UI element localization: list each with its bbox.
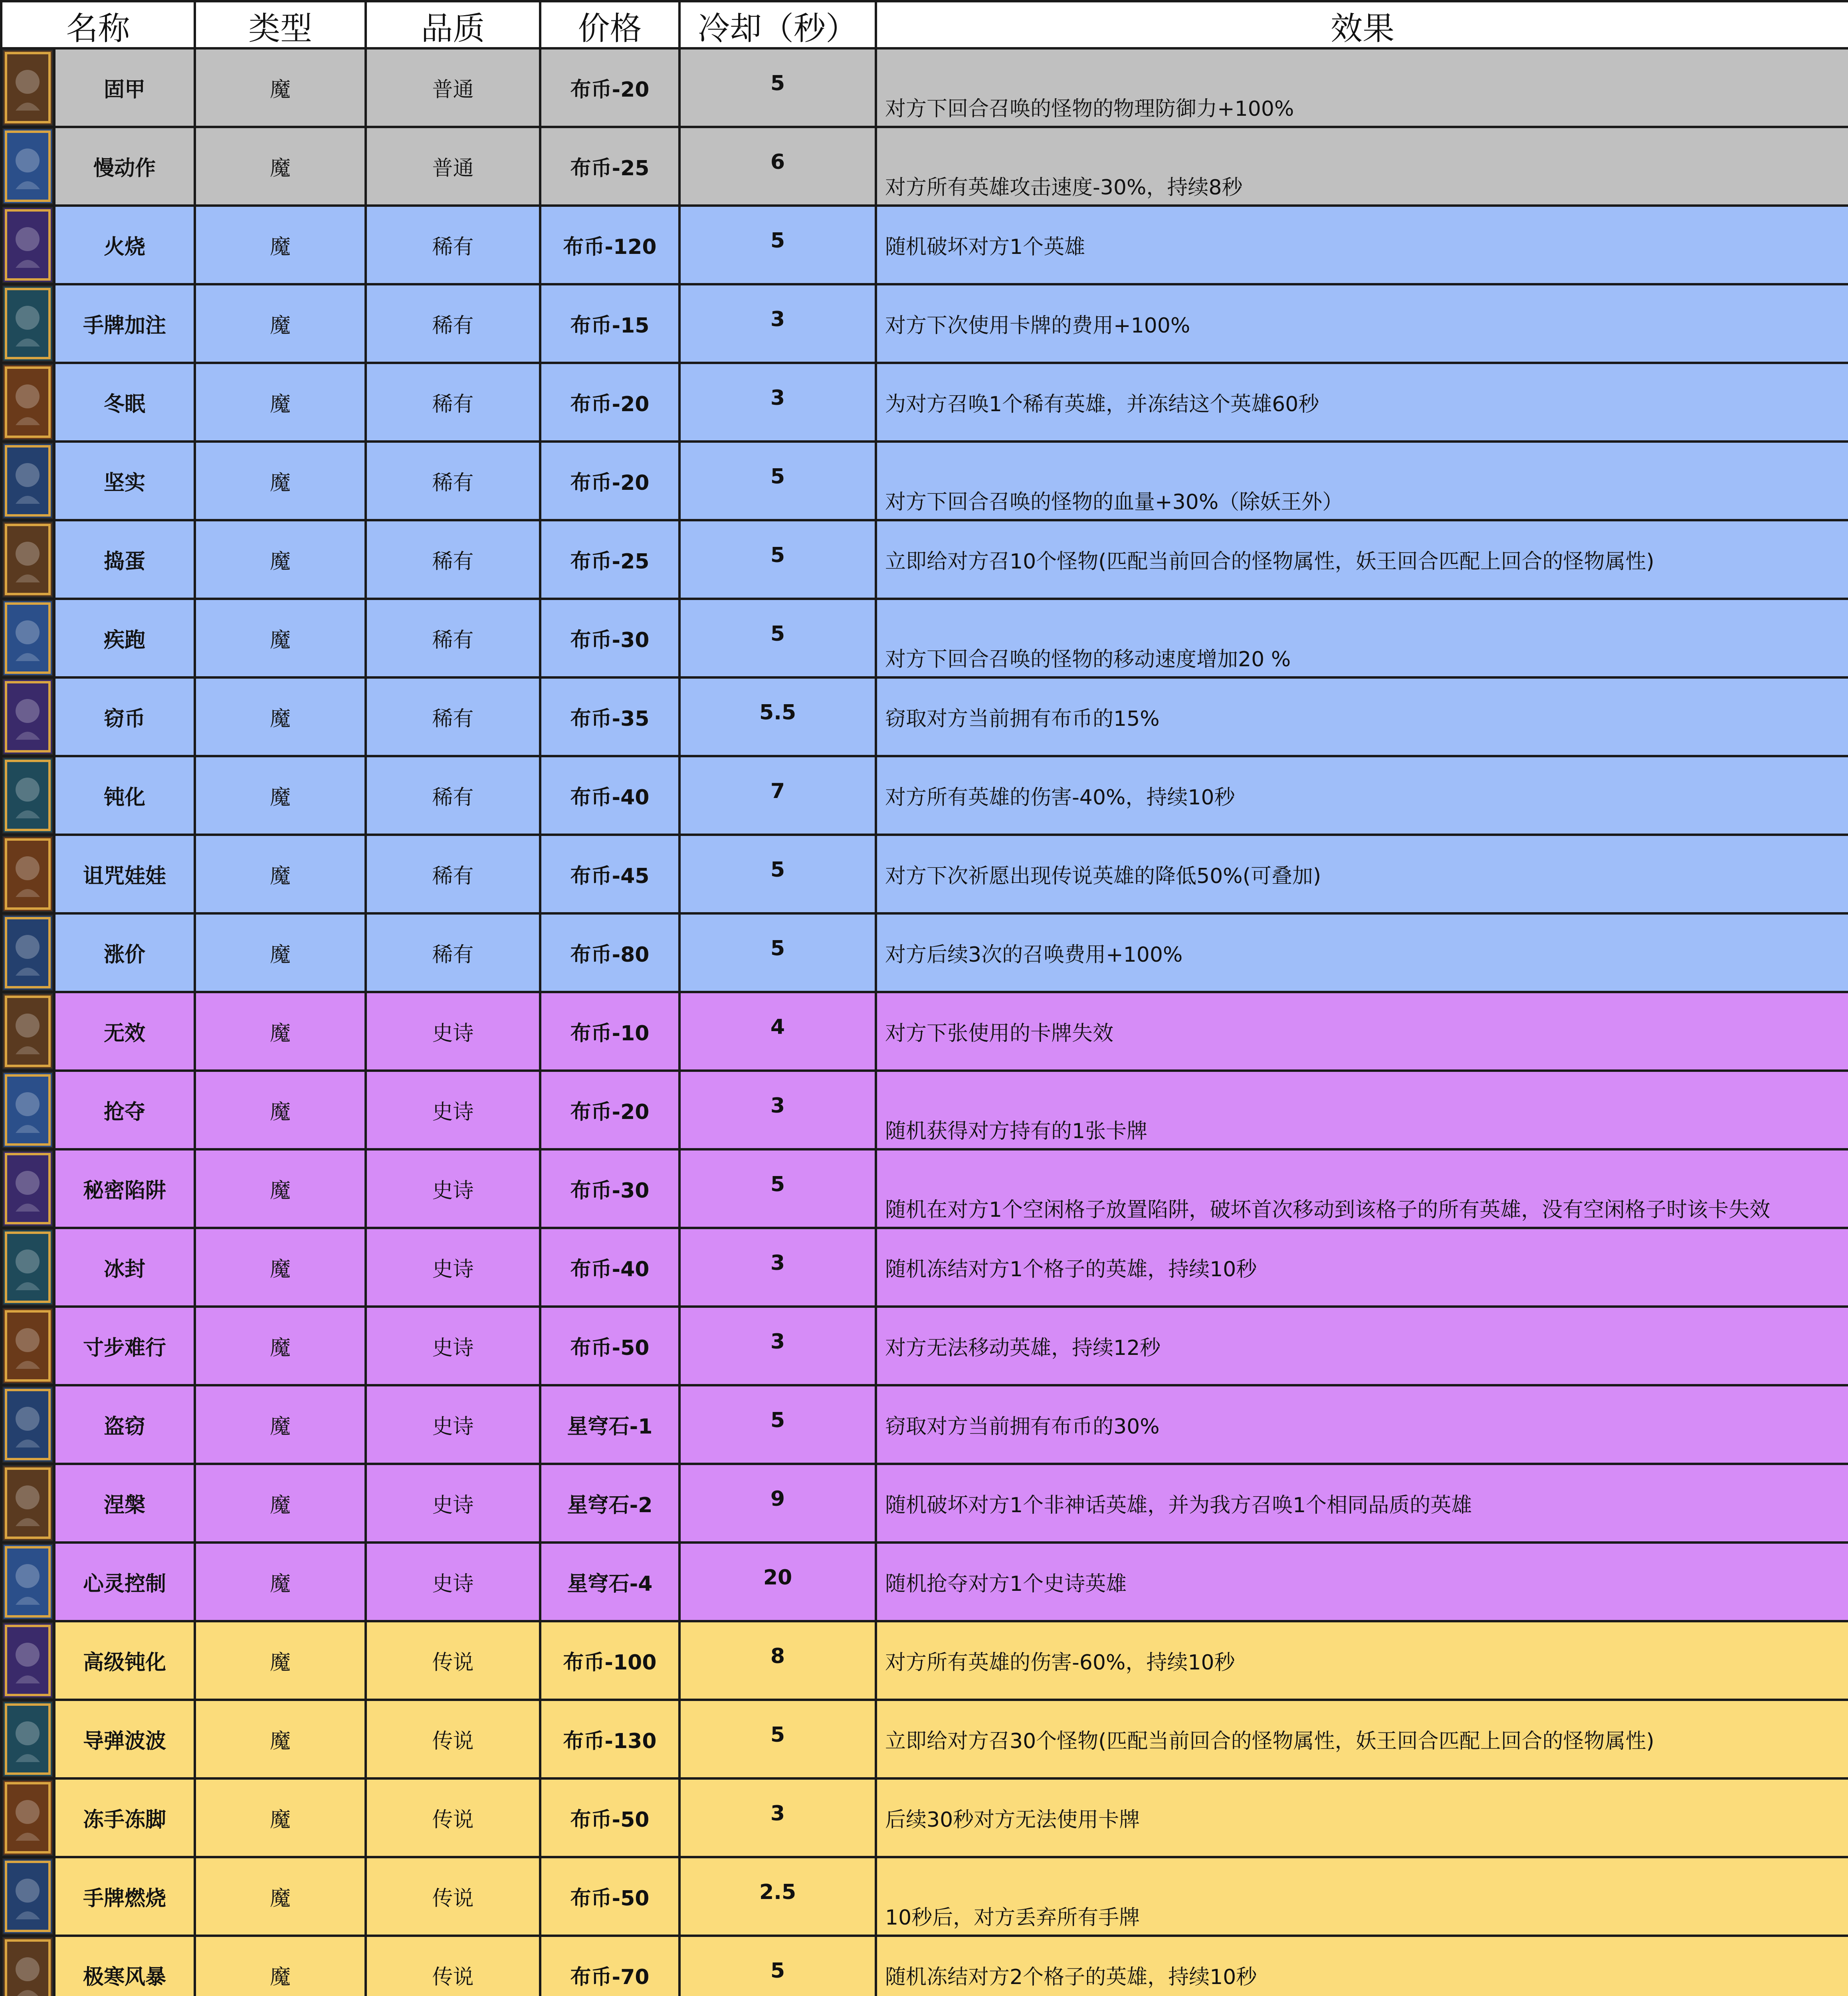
table-row (1, 1385, 1848, 1464)
card-effect: 10秒后，对方丢弃所有手牌 (876, 1857, 1848, 1936)
card-effect: 随机破坏对方1个非神话英雄，并为我方召唤1个相同品质的英雄 (876, 1464, 1848, 1543)
card-icon-cell (1, 992, 54, 1071)
phoenix-icon (4, 1466, 52, 1540)
card-price: 星穹石-2 (540, 1464, 679, 1543)
card-icon-cell (1, 1936, 54, 1996)
card-icon-cell (1, 127, 54, 206)
armor-icon (4, 444, 52, 518)
price-up-icon (4, 916, 52, 990)
card-name: 捣蛋 (54, 520, 195, 599)
card-type: 魔 (195, 756, 366, 835)
card-quality: 史诗 (366, 1385, 540, 1464)
card-name: 手牌加注 (54, 284, 195, 363)
grab-icon (4, 1073, 52, 1147)
card-icon-cell (1, 1700, 54, 1778)
header-quality: 品质 (366, 1, 540, 48)
card-effect: 对方所有英雄攻击速度-30%，持续8秒 (876, 127, 1848, 206)
card-cooldown: 4 (679, 992, 876, 1071)
card-effect: 随机获得对方持有的1张卡牌 (876, 1071, 1848, 1149)
card-cooldown: 3 (679, 284, 876, 363)
card-quality: 稀有 (366, 363, 540, 442)
card-type: 魔 (195, 206, 366, 284)
thief-icon (4, 680, 52, 754)
card-type: 魔 (195, 1621, 366, 1700)
card-cooldown: 2.5 (679, 1857, 876, 1936)
card-price: 布币-40 (540, 756, 679, 835)
card-icon-cell (1, 835, 54, 913)
table-row (1, 1543, 1848, 1621)
card-icon-cell (1, 1071, 54, 1149)
card-name: 无效 (54, 992, 195, 1071)
steal-icon (4, 1388, 52, 1461)
mind-icon (4, 1545, 52, 1619)
card-cooldown: 5 (679, 48, 876, 127)
card-effect: 立即给对方召10个怪物(匹配当前回合的怪物属性，妖王回合匹配上回合的怪物属性) (876, 520, 1848, 599)
card-name: 火烧 (54, 206, 195, 284)
card-price: 布币-20 (540, 1071, 679, 1149)
table-row (1, 520, 1848, 599)
card-cooldown: 5 (679, 1936, 876, 1996)
card-name: 涅槃 (54, 1464, 195, 1543)
card-icon-cell (1, 48, 54, 127)
card-effect: 对方无法移动英雄，持续12秒 (876, 1307, 1848, 1385)
card-cooldown: 3 (679, 1778, 876, 1857)
card-icon-cell (1, 913, 54, 992)
card-price: 布币-35 (540, 677, 679, 756)
card-name: 窃币 (54, 677, 195, 756)
card-type: 魔 (195, 992, 366, 1071)
table-row (1, 206, 1848, 284)
card-name: 坚实 (54, 442, 195, 520)
frozen-icon (4, 1230, 52, 1304)
card-icon-cell (1, 1543, 54, 1621)
table-row (1, 1700, 1848, 1778)
card-cooldown: 5.5 (679, 677, 876, 756)
header-cooldown: 冷却（秒） (679, 1, 876, 48)
card-cooldown: 5 (679, 520, 876, 599)
card-cooldown: 9 (679, 1464, 876, 1543)
card-quality: 传说 (366, 1857, 540, 1936)
card-cooldown: 6 (679, 127, 876, 206)
card-name: 盗窃 (54, 1385, 195, 1464)
card-icon-cell (1, 1149, 54, 1228)
card-cooldown: 5 (679, 835, 876, 913)
card-icon-cell (1, 1778, 54, 1857)
card-quality: 稀有 (366, 520, 540, 599)
card-price: 布币-50 (540, 1307, 679, 1385)
card-effect: 随机抢夺对方1个史诗英雄 (876, 1543, 1848, 1621)
card-type: 魔 (195, 363, 366, 442)
card-name: 疾跑 (54, 599, 195, 677)
card-type: 魔 (195, 127, 366, 206)
card-price: 布币-25 (540, 127, 679, 206)
card-cooldown: 5 (679, 913, 876, 992)
card-name: 导弹波波 (54, 1700, 195, 1778)
card-type: 魔 (195, 1700, 366, 1778)
header-effect: 效果 (876, 1, 1848, 48)
blunt-advanced-icon (4, 1624, 52, 1697)
card-type: 魔 (195, 1385, 366, 1464)
table-row (1, 442, 1848, 520)
card-effect: 对方所有英雄的伤害-40%，持续10秒 (876, 756, 1848, 835)
card-type: 魔 (195, 1936, 366, 1996)
sword-icon (4, 129, 52, 203)
card-icon-cell (1, 1857, 54, 1936)
table-row (1, 1936, 1848, 1996)
card-quality: 传说 (366, 1700, 540, 1778)
card-icon-cell (1, 206, 54, 284)
card-name: 钝化 (54, 756, 195, 835)
table-row (1, 1464, 1848, 1543)
card-type: 魔 (195, 442, 366, 520)
header-price: 价格 (540, 1, 679, 48)
card-price: 布币-20 (540, 442, 679, 520)
card-price: 布币-70 (540, 1936, 679, 1996)
card-type: 魔 (195, 1071, 366, 1149)
card-name: 固甲 (54, 48, 195, 127)
card-name: 秘密陷阱 (54, 1149, 195, 1228)
card-name: 冰封 (54, 1228, 195, 1307)
card-quality: 稀有 (366, 284, 540, 363)
card-type: 魔 (195, 1543, 366, 1621)
card-effect: 对方下次祈愿出现传说英雄的降低50%(可叠加) (876, 835, 1848, 913)
missile-icon (4, 1702, 52, 1776)
card-quality: 普通 (366, 48, 540, 127)
card-quality: 史诗 (366, 1307, 540, 1385)
card-price: 布币-40 (540, 1228, 679, 1307)
blunt-icon (4, 758, 52, 832)
card-type: 魔 (195, 1778, 366, 1857)
card-type: 魔 (195, 599, 366, 677)
shield-icon (4, 51, 52, 125)
table-row (1, 599, 1848, 677)
card-name: 冻手冻脚 (54, 1778, 195, 1857)
card-icon-cell (1, 1464, 54, 1543)
card-price: 布币-80 (540, 913, 679, 992)
card-type: 魔 (195, 913, 366, 992)
card-price: 布币-20 (540, 48, 679, 127)
card-cooldown: 7 (679, 756, 876, 835)
table-row (1, 992, 1848, 1071)
card-quality: 稀有 (366, 835, 540, 913)
card-price: 布币-130 (540, 1700, 679, 1778)
card-name: 抢夺 (54, 1071, 195, 1149)
card-effect: 随机冻结对方2个格子的英雄，持续10秒 (876, 1936, 1848, 1996)
table-row (1, 1621, 1848, 1700)
card-price: 布币-10 (540, 992, 679, 1071)
card-price: 布币-45 (540, 835, 679, 913)
card-effect: 对方下次使用卡牌的费用+100% (876, 284, 1848, 363)
freeze-hand-icon (4, 1781, 52, 1855)
card-icon-cell (1, 599, 54, 677)
card-name: 慢动作 (54, 127, 195, 206)
card-price: 布币-100 (540, 1621, 679, 1700)
card-effect: 对方下回合召唤的怪物的移动速度增加20 % (876, 599, 1848, 677)
card-quality: 传说 (366, 1936, 540, 1996)
card-cooldown: 5 (679, 1149, 876, 1228)
card-cooldown: 3 (679, 1071, 876, 1149)
card-quality: 稀有 (366, 442, 540, 520)
flame-icon (4, 208, 52, 282)
card-type: 魔 (195, 284, 366, 363)
ice-icon (4, 365, 52, 439)
card-icon-cell (1, 756, 54, 835)
card-icon-cell (1, 1307, 54, 1385)
card-effect: 对方下回合召唤的怪物的物理防御力+100% (876, 48, 1848, 127)
card-type: 魔 (195, 835, 366, 913)
trap-icon (4, 1152, 52, 1226)
table-row (1, 1857, 1848, 1936)
table-row (1, 913, 1848, 992)
card-quality: 传说 (366, 1778, 540, 1857)
card-price: 布币-20 (540, 363, 679, 442)
table-row (1, 284, 1848, 363)
card-icon-cell (1, 442, 54, 520)
card-cooldown: 5 (679, 599, 876, 677)
card-name: 涨价 (54, 913, 195, 992)
card-price: 布币-120 (540, 206, 679, 284)
card-icon-cell (1, 1228, 54, 1307)
forbid-icon (4, 994, 52, 1068)
card-type: 魔 (195, 520, 366, 599)
card-quality: 史诗 (366, 1543, 540, 1621)
card-type: 魔 (195, 1149, 366, 1228)
table-row (1, 756, 1848, 835)
card-cooldown: 5 (679, 442, 876, 520)
card-effect: 为对方召唤1个稀有英雄，并冻结这个英雄60秒 (876, 363, 1848, 442)
card-price: 布币-50 (540, 1778, 679, 1857)
card-type: 魔 (195, 1464, 366, 1543)
card-quality: 史诗 (366, 1071, 540, 1149)
card-type: 魔 (195, 677, 366, 756)
card-price: 布币-50 (540, 1857, 679, 1936)
card-type: 魔 (195, 1307, 366, 1385)
card-price: 星穹石-1 (540, 1385, 679, 1464)
card-quality: 稀有 (366, 206, 540, 284)
card-effect: 随机在对方1个空闲格子放置陷阱，破坏首次移动到该格子的所有英雄，没有空闲格子时该卡失效 (876, 1149, 1848, 1228)
card-quality: 史诗 (366, 1464, 540, 1543)
card-effect: 立即给对方召30个怪物(匹配当前回合的怪物属性，妖王回合匹配上回合的怪物属性) (876, 1700, 1848, 1778)
card-quality: 稀有 (366, 599, 540, 677)
card-effect: 对方下回合召唤的怪物的血量+30%（除妖王外） (876, 442, 1848, 520)
table-row (1, 835, 1848, 913)
card-quality: 稀有 (366, 677, 540, 756)
card-effect: 窃取对方当前拥有布币的30% (876, 1385, 1848, 1464)
card-price: 布币-30 (540, 599, 679, 677)
card-icon-cell (1, 677, 54, 756)
card-icon (4, 287, 52, 360)
doll-icon (4, 837, 52, 911)
card-name: 高级钝化 (54, 1621, 195, 1700)
card-icon-cell (1, 1385, 54, 1464)
card-name: 手牌燃烧 (54, 1857, 195, 1936)
card-type: 魔 (195, 1228, 366, 1307)
card-price: 星穹石-4 (540, 1543, 679, 1621)
card-icon-cell (1, 1621, 54, 1700)
card-cooldown: 5 (679, 206, 876, 284)
card-effect: 后续30秒对方无法使用卡牌 (876, 1778, 1848, 1857)
card-cooldown: 3 (679, 1307, 876, 1385)
card-effect: 对方所有英雄的伤害-60%，持续10秒 (876, 1621, 1848, 1700)
card-price: 布币-15 (540, 284, 679, 363)
card-cooldown: 5 (679, 1700, 876, 1778)
card-quality: 史诗 (366, 992, 540, 1071)
imp-icon (4, 523, 52, 596)
table-row (1, 48, 1848, 127)
chain-icon (4, 1309, 52, 1383)
table-row (1, 127, 1848, 206)
card-name: 诅咒娃娃 (54, 835, 195, 913)
card-cooldown: 3 (679, 1228, 876, 1307)
card-effect: 随机冻结对方1个格子的英雄，持续10秒 (876, 1228, 1848, 1307)
burn-card-icon (4, 1859, 52, 1933)
card-name: 冬眠 (54, 363, 195, 442)
card-cooldown: 5 (679, 1385, 876, 1464)
table-row (1, 1149, 1848, 1228)
card-name: 心灵控制 (54, 1543, 195, 1621)
card-quality: 普通 (366, 127, 540, 206)
table-row (1, 1778, 1848, 1857)
card-effect: 随机破坏对方1个英雄 (876, 206, 1848, 284)
card-cooldown: 8 (679, 1621, 876, 1700)
card-effect: 窃取对方当前拥有布币的15% (876, 677, 1848, 756)
table-row (1, 1071, 1848, 1149)
card-effect: 对方下张使用的卡牌失效 (876, 992, 1848, 1071)
card-quality: 史诗 (366, 1228, 540, 1307)
card-price: 布币-30 (540, 1149, 679, 1228)
table-row (1, 677, 1848, 756)
card-type: 魔 (195, 48, 366, 127)
card-icon-cell (1, 363, 54, 442)
card-icon-cell (1, 520, 54, 599)
card-icon-cell (1, 284, 54, 363)
table-body (1, 48, 1848, 1996)
card-name: 寸步难行 (54, 1307, 195, 1385)
table-row (1, 1307, 1848, 1385)
card-cooldown: 3 (679, 363, 876, 442)
blizzard-icon (4, 1938, 52, 1996)
card-quality: 史诗 (366, 1149, 540, 1228)
table-row (1, 1228, 1848, 1307)
card-quality: 稀有 (366, 756, 540, 835)
header-type: 类型 (195, 1, 366, 48)
header-name: 名称 (1, 1, 195, 48)
card-quality: 稀有 (366, 913, 540, 992)
boot-icon (4, 601, 52, 675)
card-price: 布币-25 (540, 520, 679, 599)
card-type: 魔 (195, 1857, 366, 1936)
table-header-row (1, 1, 1848, 48)
card-effect: 对方后续3次的召唤费用+100% (876, 913, 1848, 992)
card-name: 极寒风暴 (54, 1936, 195, 1996)
table-row (1, 363, 1848, 442)
card-quality: 传说 (366, 1621, 540, 1700)
card-cooldown: 20 (679, 1543, 876, 1621)
